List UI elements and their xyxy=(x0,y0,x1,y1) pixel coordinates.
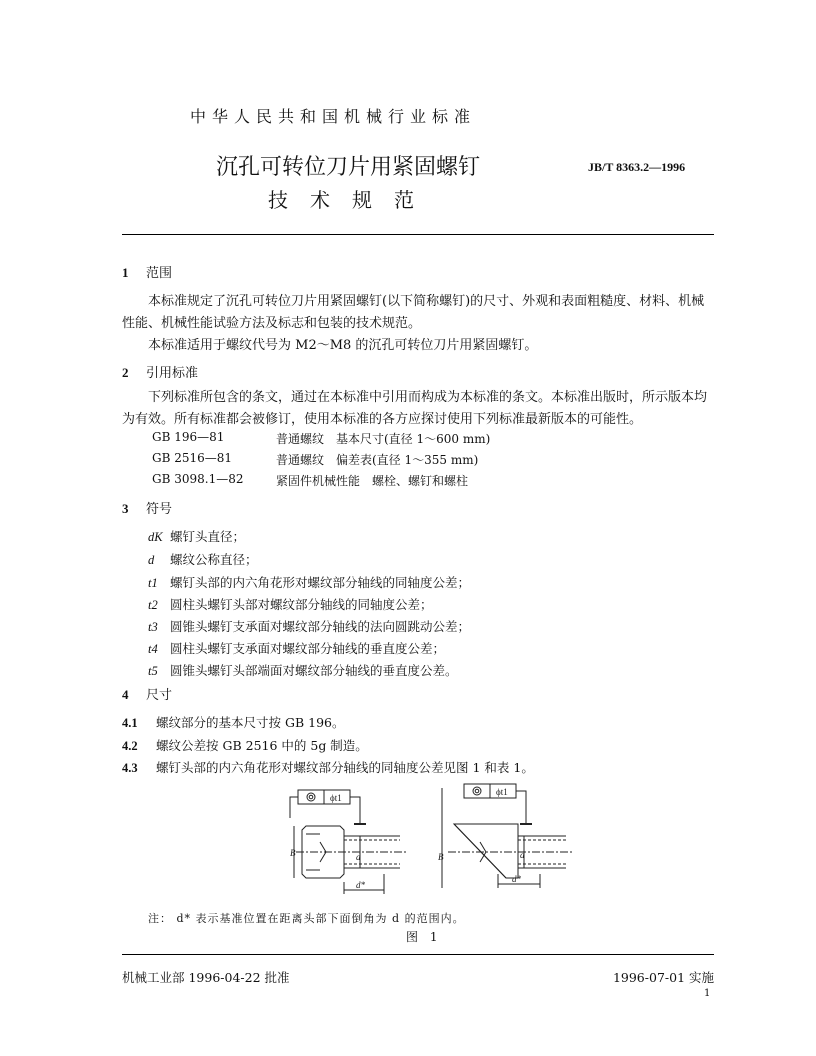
section-1-para-1: 本标准规定了沉孔可转位刀片用紧固螺钉(以下简称螺钉)的尺寸、外观和表面粗糙度、材料、机械性能、机械性能试验方法及标志和包装的技术规范。 xyxy=(122,294,705,331)
reference-code: GB 3098.1—82 xyxy=(152,472,244,486)
section-title: 范围 xyxy=(146,266,173,281)
subsection-number: 4.3 xyxy=(122,761,138,775)
symbol: d xyxy=(148,553,155,567)
section-1-heading xyxy=(122,262,172,281)
symbol-description: 圆柱头螺钉头部对螺纹部分轴线的同轴度公差； xyxy=(170,597,433,612)
symbol-item xyxy=(148,595,433,613)
page-number: 1 xyxy=(704,988,711,999)
issuing-organization: 中华人民共和国机械行业标准 xyxy=(190,107,477,126)
reference-code: GB 2516—81 xyxy=(152,451,233,465)
symbol: t2 xyxy=(148,598,158,612)
section-number: 4 xyxy=(122,687,129,702)
section-2-para-1: 下列标准所包含的条文，通过在本标准中引用而构成为本标准的条文。本标准出版时，所示版本均为有效。所有标准都会被修订，使用本标准的各方应探讨使用下列标准最新版本的可能性。 xyxy=(122,390,708,427)
reference-row xyxy=(0,430,816,448)
subsection-item xyxy=(122,758,534,776)
reference-row xyxy=(0,472,816,490)
implementation-date: 1996-07-01 实施 xyxy=(612,970,714,985)
section-title: 符号 xyxy=(146,502,173,517)
reference-title: 紧固件机械性能 螺栓、螺钉和螺柱 xyxy=(276,474,469,488)
dimension-b-left: B xyxy=(290,848,296,858)
symbol: dK xyxy=(148,530,163,544)
symbol: t5 xyxy=(148,664,158,678)
subsection-item xyxy=(122,713,344,731)
symbol-description: 圆锥头螺钉支承面对螺纹部分轴线的法向圆跳动公差； xyxy=(170,619,471,634)
section-2-heading xyxy=(122,362,198,381)
symbol-item xyxy=(148,661,458,679)
tolerance-label-left: ϕt1 xyxy=(330,793,342,803)
symbol: t3 xyxy=(148,620,158,634)
tolerance-label-right: ϕt1 xyxy=(496,787,508,797)
section-number: 3 xyxy=(122,501,129,516)
subsection-number: 4.2 xyxy=(122,739,138,753)
dimension-b-right: B xyxy=(438,852,444,862)
section-4-heading xyxy=(122,684,172,703)
dimension-dstar-right: d* xyxy=(512,874,521,884)
symbol-item xyxy=(148,617,470,635)
subsection-text: 螺纹公差按 GB 2516 中的 5g 制造。 xyxy=(156,738,368,753)
symbol-description: 螺钉头直径； xyxy=(170,529,246,544)
dimension-d-right: d xyxy=(520,850,525,860)
symbol-description: 螺纹公称直径； xyxy=(170,552,258,567)
figure-caption: 图 1 xyxy=(406,930,442,944)
standard-code: JB/T 8363.2—1996 xyxy=(588,160,686,174)
approval-date: 机械工业部 1996-04-22 批准 xyxy=(122,970,290,985)
figure-1-drawing xyxy=(260,778,580,908)
countersunk-head-screw-drawing xyxy=(442,784,572,888)
symbol: t1 xyxy=(148,576,158,590)
symbol-item xyxy=(148,639,445,657)
symbol-description: 螺钉头部的内六角花形对螺纹部分轴线的同轴度公差； xyxy=(170,575,471,590)
subsection-text: 螺钉头部的内六角花形对螺纹部分轴线的同轴度公差见图 1 和表 1。 xyxy=(156,760,534,775)
symbol: t4 xyxy=(148,642,158,656)
section-number: 2 xyxy=(122,365,129,380)
symbol-description: 圆柱头螺钉支承面对螺纹部分轴线的垂直度公差； xyxy=(170,641,446,656)
cylinder-head-screw-drawing xyxy=(290,790,406,894)
reference-row xyxy=(0,451,816,469)
standard-title-line2: 技术规范 xyxy=(268,188,436,212)
symbol-item xyxy=(148,550,258,568)
section-number: 1 xyxy=(122,265,129,280)
symbol-item xyxy=(148,527,245,545)
footer-rule xyxy=(122,954,714,955)
subsection-text: 螺纹部分的基本尺寸按 GB 196。 xyxy=(156,715,345,730)
dimension-dstar-left: d* xyxy=(356,880,365,890)
section-title: 尺寸 xyxy=(146,688,173,703)
section-1-para-2: 本标准适用于螺纹代号为 M2～M8 的沉孔可转位刀片用紧固螺钉。 xyxy=(148,338,538,353)
section-title: 引用标准 xyxy=(146,366,199,381)
section-3-heading xyxy=(122,498,172,517)
dimension-d-left: d xyxy=(356,852,361,862)
subsection-item xyxy=(122,736,368,754)
reference-title: 普通螺纹 偏差表(直径 1～355 mm) xyxy=(276,453,479,467)
subsection-number: 4.1 xyxy=(122,716,138,730)
standard-title-line1: 沉孔可转位刀片用紧固螺钉 xyxy=(216,155,481,180)
reference-code: GB 196—81 xyxy=(152,430,225,444)
figure-note: 注： d* 表示基准位置在距离头部下面倒角为 d 的范围内。 xyxy=(148,912,465,925)
symbol-description: 圆锥头螺钉头部端面对螺纹部分轴线的垂直度公差。 xyxy=(170,663,458,678)
header-rule xyxy=(122,234,714,235)
symbol-item xyxy=(148,573,470,591)
reference-title: 普通螺纹 基本尺寸(直径 1～600 mm) xyxy=(276,432,491,446)
